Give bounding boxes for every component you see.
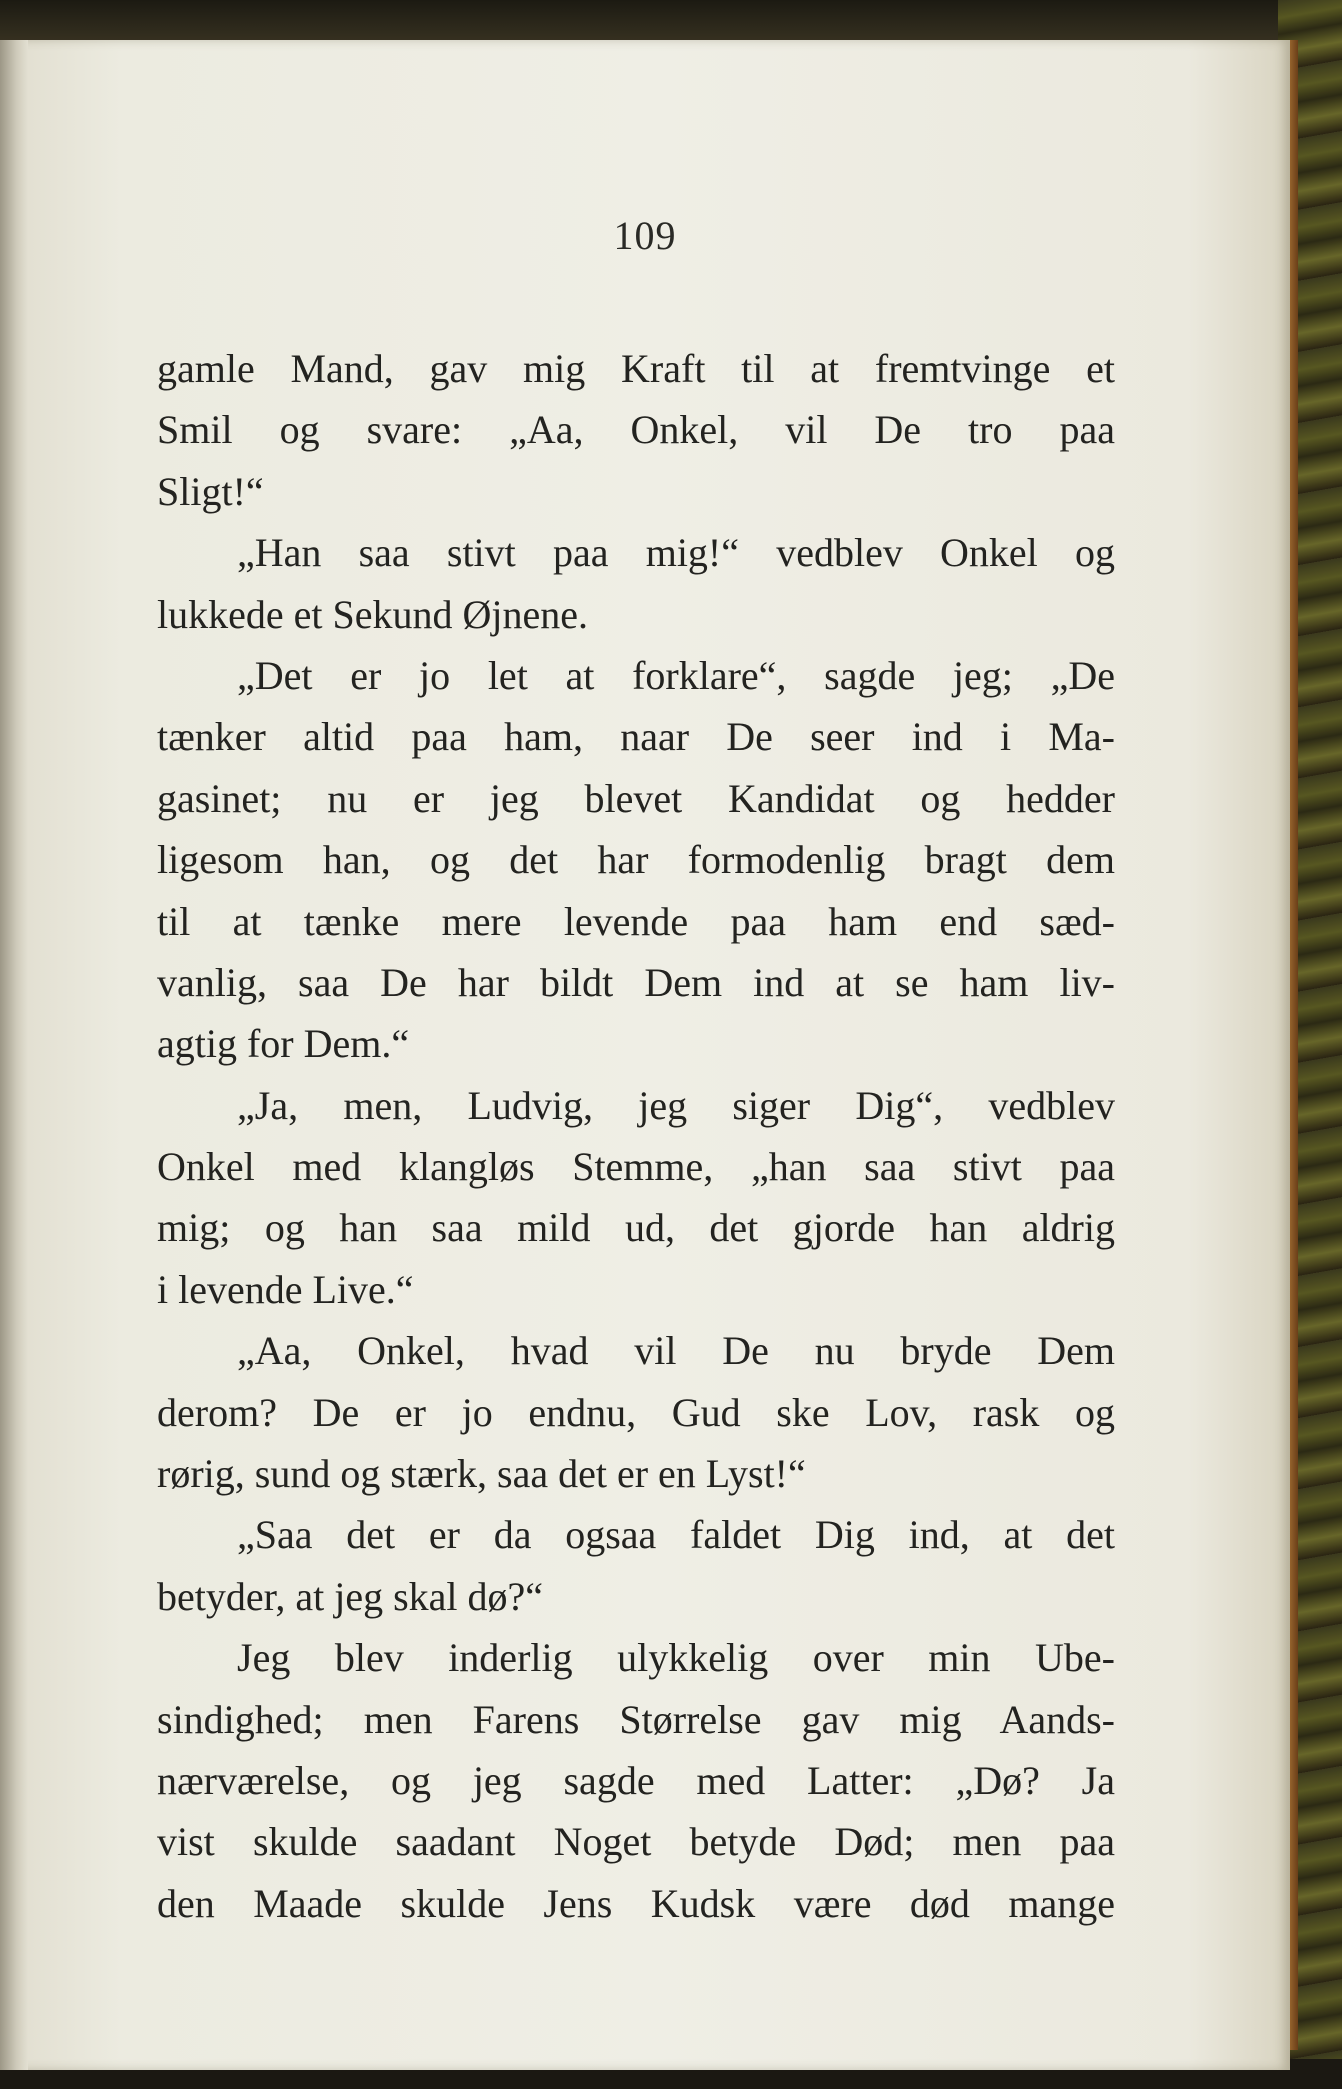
text-line: derom? De er jo endnu, Gud ske Lov, rask og [157, 1389, 1115, 1435]
text-line: sindighed; men Farens Størrelse gav mig Aands- [157, 1696, 1115, 1742]
text-line: mig; og han saa mild ud, det gjorde han aldrig [157, 1205, 1115, 1251]
text-line: vanlig, saa De har bildt Dem ind at se ham liv- [157, 959, 1115, 1005]
text-line: tænker altid paa ham, naar De seer ind i Ma- [157, 714, 1115, 760]
text-line: „Aa, Onkel, hvad vil De nu bryde Dem [237, 1328, 1115, 1374]
text-line: i levende Live.“ [157, 1266, 414, 1312]
text-line: rørig, sund og stærk, saa det er en Lyst!“ [157, 1451, 806, 1497]
text-line: Onkel med klangløs Stemme, „han saa stivt paa [157, 1144, 1115, 1190]
text-line: til at tænke mere levende paa ham end sæd- [157, 898, 1115, 944]
text-line: Jeg blev inderlig ulykkelig over min Ube- [237, 1635, 1115, 1681]
text-line: „Det er jo let at forklare“, sagde jeg; „De [237, 652, 1115, 698]
text-line: betyder, at jeg skal dø?“ [157, 1573, 544, 1619]
text-line: „Ja, men, Ludvig, jeg siger Dig“, vedblev [237, 1082, 1115, 1128]
text-line: „Saa det er da ogsaa faldet Dig ind, at det [237, 1512, 1115, 1558]
body-text [157, 338, 1115, 1934]
text-line: den Maade skulde Jens Kudsk være død mange [157, 1880, 1115, 1926]
text-line: vist skulde saadant Noget betyde Død; men paa [157, 1819, 1115, 1865]
text-line: nærværelse, og jeg sagde med Latter: „Dø? Ja [157, 1757, 1115, 1803]
text-line: gasinet; nu er jeg blevet Kandidat og hedder [157, 775, 1115, 821]
text-line: Smil og svare: „Aa, Onkel, vil De tro paa [157, 407, 1115, 453]
text-line: „Han saa stivt paa mig!“ vedblev Onkel og [237, 530, 1115, 576]
text-line: lukkede et Sekund Øjnene. [157, 591, 588, 637]
text-line: Sligt!“ [157, 468, 264, 514]
page-left-edge [0, 40, 28, 2070]
book-page [20, 40, 1290, 2070]
text-line: gamle Mand, gav mig Kraft til at fremtvinge et [157, 346, 1115, 391]
page-number: 109 [613, 213, 677, 258]
text-line: agtig for Dem.“ [157, 1021, 410, 1067]
text-line: ligesom han, og det har formodenlig bragt dem [157, 837, 1115, 883]
